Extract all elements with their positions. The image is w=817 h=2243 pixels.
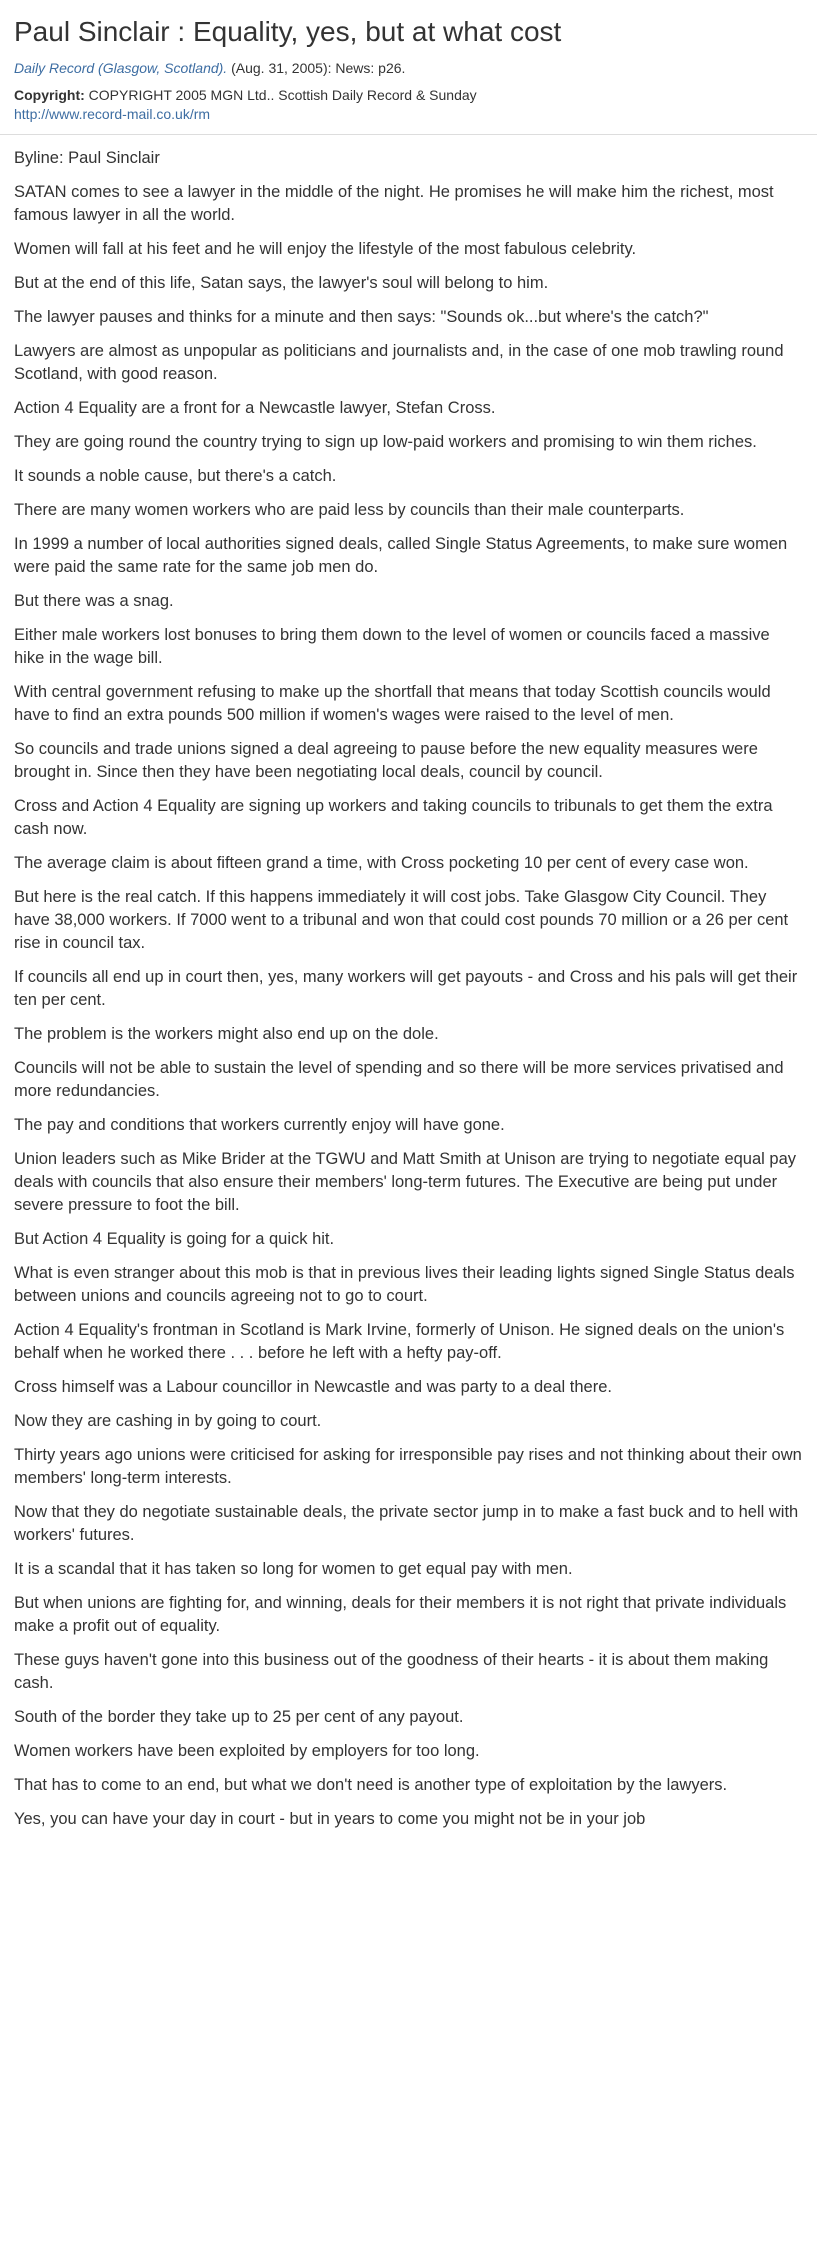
byline: Byline: Paul Sinclair <box>14 149 160 167</box>
article-paragraph: If councils all end up in court then, yes, many workers will get payouts - and Cross and his pals will get their ten per cent. <box>14 968 798 1009</box>
citation-line <box>14 58 803 78</box>
article-paragraph: There are many women workers who are paid less by councils than their male counterparts. <box>14 501 685 519</box>
article-paragraph: Action 4 Equality are a front for a Newcastle lawyer, Stefan Cross. <box>14 399 496 417</box>
article-paragraph: But here is the real catch. If this happens immediately it will cost jobs. Take Glasgow City Council. They have 38,000 workers. If 7000 went to a tribunal and won that could cost pounds 70 million or a 26 per cent rise in council tax. <box>14 888 789 952</box>
copyright-line <box>14 86 803 105</box>
article-paragraph: South of the border they take up to 25 per cent of any payout. <box>14 1708 464 1726</box>
article-paragraph: Now that they do negotiate sustainable deals, the private sector jump in to make a fast buck and to hell with workers' futures. <box>14 1503 799 1544</box>
article-paragraph: Now they are cashing in by going to court. <box>14 1412 322 1430</box>
article-paragraph: Women workers have been exploited by employers for too long. <box>14 1742 480 1760</box>
article-paragraph: SATAN comes to see a lawyer in the middle of the night. He promises he will make him the richest, most famous lawyer in all the world. <box>14 183 774 224</box>
article-paragraph: It sounds a noble cause, but there's a catch. <box>14 467 337 485</box>
article-paragraph: So councils and trade unions signed a deal agreeing to pause before the new equality measures were brought in. Since then they have been negotiating local deals, council by council. <box>14 740 758 781</box>
article-paragraph: The lawyer pauses and thinks for a minute and then says: "Sounds ok...but where's the catch?" <box>14 308 709 326</box>
copyright-label: Copyright: <box>14 87 85 103</box>
article-paragraph: What is even stranger about this mob is that in previous lives their leading lights signed Single Status deals between unions and councils agreeing not to go to court. <box>14 1264 795 1305</box>
article-paragraph: The average claim is about fifteen grand a time, with Cross pocketing 10 per cent of every case won. <box>14 854 749 872</box>
article-paragraph: But when unions are fighting for, and winning, deals for their members it is not right that private individuals make a profit out of equality. <box>14 1594 787 1635</box>
article-paragraph: They are going round the country trying to sign up low-paid workers and promising to win them riches. <box>14 433 757 451</box>
article-paragraph: The pay and conditions that workers currently enjoy will have gone. <box>14 1116 505 1134</box>
article-paragraph: But there was a snag. <box>14 592 174 610</box>
article-paragraph: Union leaders such as Mike Brider at the TGWU and Matt Smith at Unison are trying to negotiate equal pay deals with councils that also ensure their members' long-term futures. The Executive are being put under severe pressure to foot the bill. <box>14 1150 797 1214</box>
article-header <box>0 0 817 135</box>
paragraph-list <box>14 181 803 1831</box>
article-paragraph: Councils will not be able to sustain the level of spending and so there will be more services privatised and more redundancies. <box>14 1059 784 1100</box>
source-link[interactable]: Daily Record (Glasgow, Scotland). <box>14 60 228 76</box>
article-paragraph: Yes, you can have your day in court - but in years to come you might not be in your job <box>14 1810 646 1828</box>
article-paragraph: Cross himself was a Labour councillor in Newcastle and was party to a deal there. <box>14 1378 612 1396</box>
article-paragraph: Lawyers are almost as unpopular as politicians and journalists and, in the case of one mob trawling round Scotland, with good reason. <box>14 342 784 383</box>
publisher-link[interactable]: http://www.record-mail.co.uk/rm <box>14 106 211 122</box>
article-paragraph: Thirty years ago unions were criticised for asking for irresponsible pay rises and not thinking about their own members' long-term interests. <box>14 1446 802 1487</box>
copyright-text: COPYRIGHT 2005 MGN Ltd.. Scottish Daily Record & Sunday <box>84 87 477 103</box>
article-title: Paul Sinclair : Equality, yes, but at what cost <box>14 16 562 47</box>
article-paragraph: That has to come to an end, but what we don't need is another type of exploitation by the lawyers. <box>14 1776 728 1794</box>
article-paragraph: Either male workers lost bonuses to bring them down to the level of women or councils faced a massive hike in the wage bill. <box>14 626 770 667</box>
article-paragraph: These guys haven't gone into this business out of the goodness of their hearts - it is about them making cash. <box>14 1651 769 1692</box>
article-paragraph: But at the end of this life, Satan says, the lawyer's soul will belong to him. <box>14 274 549 292</box>
article-paragraph: Cross and Action 4 Equality are signing up workers and taking councils to tribunals to get them the extra cash now. <box>14 797 773 838</box>
article-paragraph: Women will fall at his feet and he will enjoy the lifestyle of the most fabulous celebrity. <box>14 240 637 258</box>
date-page: (Aug. 31, 2005): News: p26. <box>227 60 406 76</box>
article-paragraph: Action 4 Equality's frontman in Scotland is Mark Irvine, formerly of Unison. He signed deals on the union's behalf when he worked there . . . before he left with a hefty pay-off. <box>14 1321 785 1362</box>
article-paragraph: The problem is the workers might also end up on the dole. <box>14 1025 439 1043</box>
article-paragraph: In 1999 a number of local authorities signed deals, called Single Status Agreements, to make sure women were paid the same rate for the same job men do. <box>14 535 788 576</box>
article-body <box>0 135 817 1831</box>
article-paragraph: With central government refusing to make up the shortfall that means that today Scottish councils would have to find an extra pounds 500 million if women's wages were raised to the level of men. <box>14 683 771 724</box>
article-paragraph: It is a scandal that it has taken so long for women to get equal pay with men. <box>14 1560 573 1578</box>
article-paragraph: But Action 4 Equality is going for a quick hit. <box>14 1230 335 1248</box>
